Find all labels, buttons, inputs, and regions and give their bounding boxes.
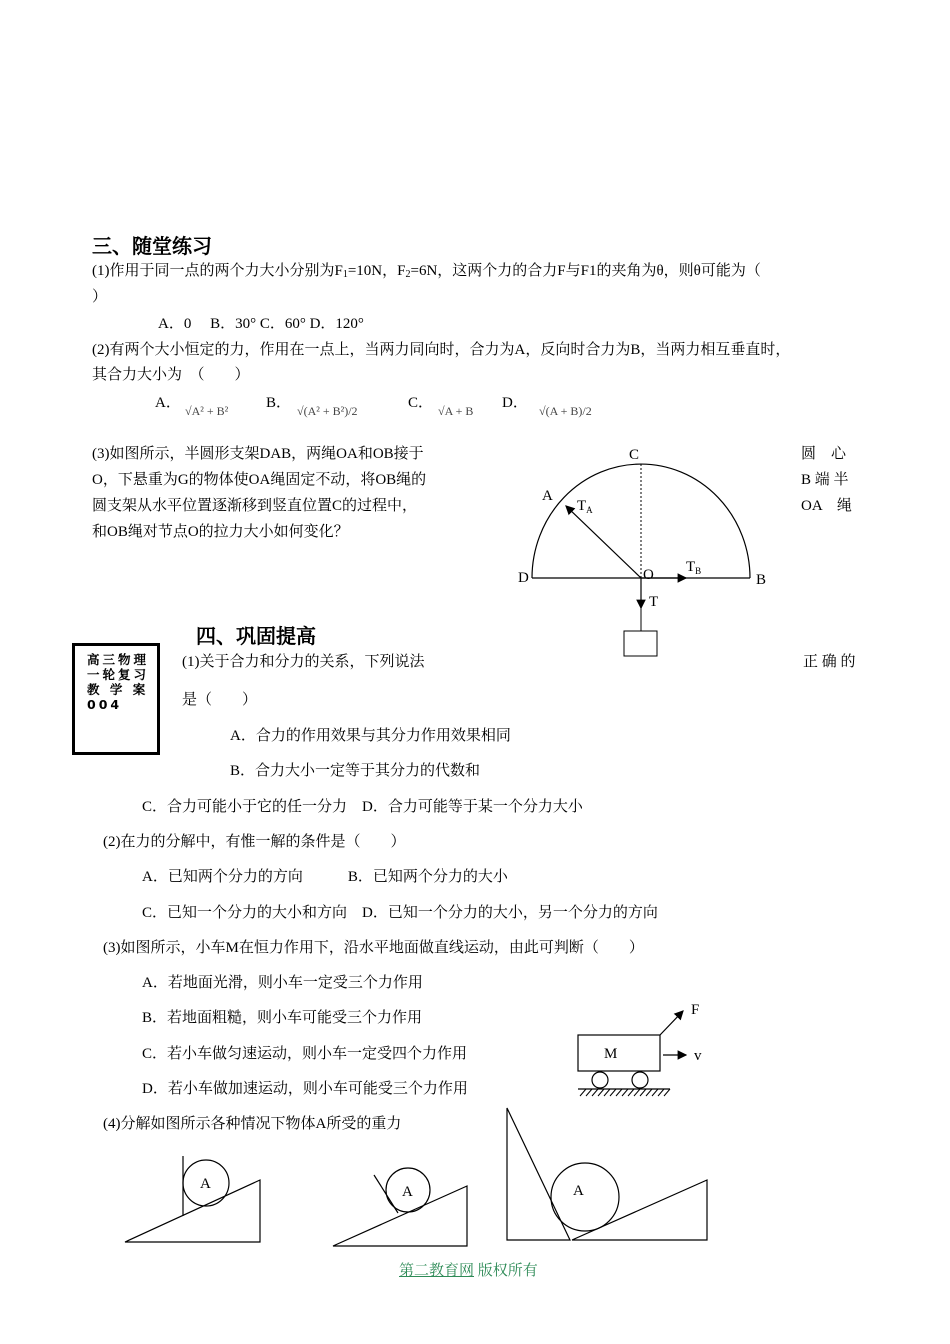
s4-q3-line1: (3)如图所示，小车M在恒力作用下，沿水平地面做直线运动，由此可判断（ ）: [103, 940, 644, 956]
s3-q2-expr-a: √A² + B²: [185, 404, 229, 418]
s3-q1-line2: ）: [92, 289, 108, 305]
label-ta: $T_A$: [577, 498, 593, 515]
s4-q3-option-a: A．若地面光滑，则小车一定受三个力作用: [142, 975, 423, 991]
s3-q3-line2: O，下悬重为G的物体使OA绳固定不动，将OB绳的: [92, 472, 427, 488]
s3-q2-expr-b: √(A² + B²)/2: [297, 404, 358, 418]
s3-q3-right1: 圆 心: [801, 446, 847, 462]
section4-title: 四、巩固提高: [196, 624, 316, 648]
label-v: v: [694, 1048, 702, 1064]
label-a2: A: [402, 1184, 413, 1200]
s3-q3-right3: OA 绳: [801, 498, 852, 514]
label-t: T: [649, 594, 659, 610]
footer: [399, 1259, 538, 1280]
s3-q3-line1: (3)如图所示，半圆形支架DAB，两绳OA和OB接于: [92, 446, 424, 462]
s4-q1-line2: 是（ ）: [182, 692, 258, 708]
s3-q3-right2: B 端 半: [801, 472, 849, 488]
s3-q2-line1: (2)有两个大小恒定的力，作用在一点上，当两力同向时，合力为A，反向时合力为B，当两力相互垂直时，: [92, 342, 791, 358]
incline-figure-2: [333, 1168, 467, 1246]
label-m: M: [604, 1046, 618, 1062]
s4-q3-option-b: B．若地面粗糙，则小车可能受三个力作用: [142, 1010, 423, 1026]
box-line-4: 004: [87, 697, 123, 712]
s3-q2-opt-b: B．: [266, 395, 292, 411]
s4-q1-line1-right: 正 确 的: [803, 654, 856, 670]
s4-q1-line1: (1)关于合力和分力的关系，下列说法: [182, 654, 425, 670]
s4-q1-option-b: B．合力大小一定等于其分力的代数和: [230, 763, 481, 779]
label-a1: A: [200, 1176, 211, 1192]
cart-wheel-left: [592, 1072, 608, 1088]
footer-copyright: 版权所有: [474, 1263, 538, 1279]
label-a3: A: [573, 1183, 584, 1199]
s4-q4-line1: (4)分解如图所示各种情况下物体A所受的重力: [103, 1116, 402, 1132]
cart-figure: [578, 1011, 686, 1096]
label-f: F: [691, 1002, 700, 1018]
box-line-1: 高三物理: [87, 652, 150, 667]
incline-2: [333, 1186, 467, 1246]
s3-q2-opt-a: A．: [155, 395, 181, 411]
label-d: D: [518, 570, 529, 586]
incline-figure-1: [125, 1156, 260, 1242]
s3-q2-expr-d: √(A + B)/2: [539, 404, 592, 418]
s3-q3-line4: 和OB绳对节点O的拉力大小如何变化？: [92, 524, 349, 540]
s4-q2-option-ab: A．已知两个分力的方向 B．已知两个分力的大小: [142, 869, 508, 885]
s3-q2-expr-c: √A + B: [438, 404, 474, 418]
label-c: C: [629, 447, 640, 463]
force-f-arrow: [660, 1011, 683, 1035]
incline-1: [125, 1180, 260, 1242]
hanging-weight: [624, 631, 657, 656]
s3-q3-line3: 圆支架从水平位置逐渐移到竖直位置C的过程中，: [92, 498, 418, 514]
incline-figure-3: [507, 1108, 707, 1240]
ground-hatching: [580, 1089, 670, 1096]
section3-title: 三、随堂练习: [92, 234, 212, 258]
label-tb: $T_B$: [686, 559, 702, 576]
s3-q2-opt-c: C．: [408, 395, 434, 411]
rope-oa-arrow: [566, 506, 641, 578]
s4-q3-option-d: D．若小车做加速运动，则小车可能受三个力作用: [142, 1081, 468, 1097]
s3-q2-opt-d: D．: [502, 395, 528, 411]
s4-q1-option-a: A．合力的作用效果与其分力作用效果相同: [230, 728, 511, 744]
label-a: A: [542, 488, 553, 504]
s3-q2-line2: 其合力大小为 （ ）: [92, 367, 250, 383]
s4-q2-option-cd: C．已知一个分力的大小和方向 D．已知一个分力的大小，另一个分力的方向: [142, 905, 658, 921]
s3-q1-line1: (1)作用于同一点的两个力大小分别为$F_1=10N$，$F_2=6N$，这两个力的合力F与F1的夹角为θ，则θ可能为（: [92, 263, 761, 280]
box-line-2: 一轮复习: [87, 667, 150, 682]
incline-3: [572, 1180, 707, 1240]
cart-wheel-right: [632, 1072, 648, 1088]
s4-q2-line1: (2)在力的分解中，有惟一解的条件是（ ）: [103, 834, 406, 850]
cart-body: [578, 1035, 660, 1071]
footer-site-link[interactable]: 第二教育网: [399, 1263, 475, 1279]
s4-q3-option-c: C．若小车做匀速运动，则小车一定受四个力作用: [142, 1046, 468, 1062]
s3-q1-options: A．0 B．30° C．60° D．120°: [158, 316, 364, 332]
ball-a-3: [551, 1163, 619, 1231]
label-o: O: [643, 567, 654, 583]
box-line-3: 教 学 案: [87, 682, 149, 697]
lesson-plan-box: [72, 643, 160, 755]
label-b: B: [756, 572, 767, 588]
s4-q1-option-cd: C．合力可能小于它的任一分力 D．合力可能等于某一个分力大小: [142, 799, 583, 815]
semicircle-figure: [532, 464, 750, 656]
